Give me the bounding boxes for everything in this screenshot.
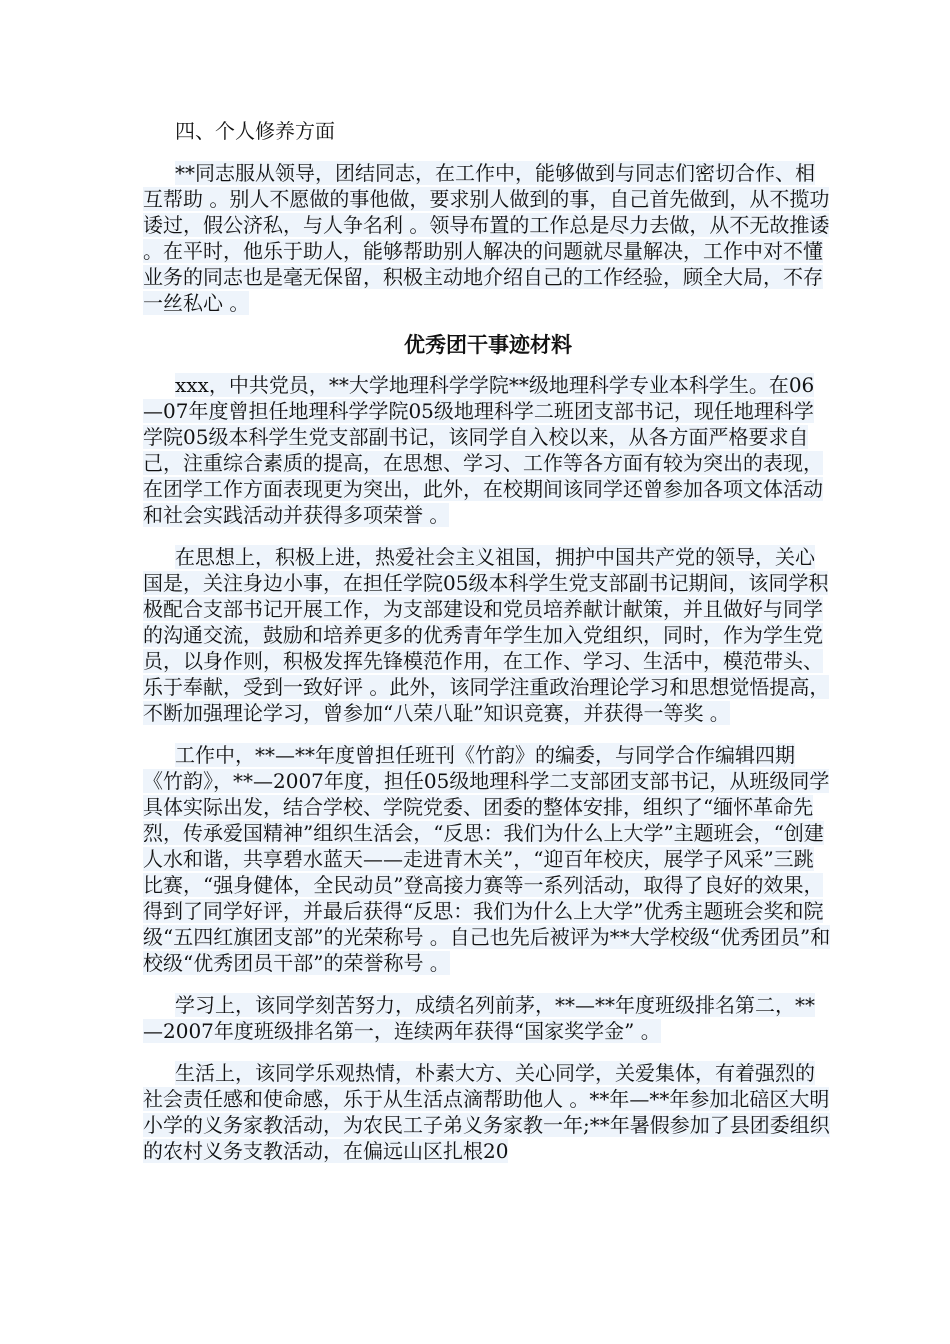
paragraph-study [143,992,833,1044]
paragraph-text: 生活上，该同学乐观热情，朴素大方、关心同学，关爱集体，有着强烈的社会责任感和使命感，乐于从生活点滴帮助他人 。**年—**年参加北碚区大明小学的义务家教活动，为农民工子弟义务家教一年;**年暑假参加了县团委组织的农村义务支教活动，在偏远山区扎根20 [143,1061,830,1163]
intro-paragraph-text: **同志服从领导，团结同志，在工作中，能够做到与同志们密切合作、相互帮助 。别人不愿做的事他做，要求别人做到的事，自己首先做到，从不揽功诿过，假公济私，与人争名利 。领导布置的工作总是尽力去做，从不无故推诿 。在平时，他乐于助人，能够帮助别人解决的问题就尽量解决，工作中对不懂业务的同志也是毫无保留，积极主动地介绍自己的工作经验，顾全大局，不存一丝私心 。 [143,161,830,315]
section-heading: 四、个人修养方面 [175,119,335,143]
paragraph-profile [143,372,833,528]
document-title: 优秀团干事迹材料 [404,333,572,357]
paragraph-life [143,1060,833,1164]
paragraph-thought [143,544,833,726]
paragraph-text: xxx，中共党员，**大学地理科学学院**级地理科学专业本科学生。在06—07年度曾担任地理科学学院05级地理科学二班团支部书记，现任地理科学学院05级本科学生党支部副书记，该同学自入校以来，从各方面严格要求自己，注重综合素质的提高，在思想、学习、工作等各方面有较为突出的表现，在团学工作方面表现更为突出，此外，在校期间该同学还曾参加各项文体活动和社会实践活动并获得多项荣誉 。 [143,373,823,527]
paragraph-work [143,742,833,976]
intro-paragraph [143,160,833,316]
paragraph-text: 工作中，**—**年度曾担任班刊《竹韵》的编委，与同学合作编辑四期《竹韵》，**—2007年度，担任05级地理科学二支部团支部书记，从班级同学具体实际出发，结合学校、学院党委、团委的整体安排，组织了“缅怀革命先烈，传承爱国精神”组织生活会，“反思：我们为什么上大学”主题班会，“创建人水和谐，共享碧水蓝天——走进青木关”，“迎百年校庆，展学子风采”三跳比赛，“强身健体，全民动员”登高接力赛等一系列活动，取得了良好的效果，得到了同学好评，并最后获得“反思：我们为什么上大学”优秀主题班会奖和院级“五四红旗团支部”的光荣称号 。自己也先后被评为**大学校级“优秀团员”和校级“优秀团员干部”的荣誉称号 。 [143,743,831,975]
paragraph-text: 学习上，该同学刻苦努力，成绩名列前茅，**—**年度班级排名第二，**—2007年度班级排名第一，连续两年获得“国家奖学金” 。 [143,993,815,1043]
document-body [143,118,833,1180]
paragraph-text: 在思想上，积极上进，热爱社会主义祖国，拥护中国共产党的领导，关心国是，关注身边小事，在担任学院05级本科学生党支部副书记期间，该同学积极配合支部书记开展工作，为支部建设和党员培养献计献策，并且做好与同学的沟通交流，鼓励和培养更多的优秀青年学生加入党组织，同时，作为学生党员，以身作则，积极发挥先锋模范作用，在工作、学习、生活中，模范带头、乐于奉献，受到一致好评 。此外，该同学注重政治理论学习和思想觉悟提高，不断加强理论学习，曾参加“八荣八耻”知识竞赛，并获得一等奖 。 [143,545,830,725]
